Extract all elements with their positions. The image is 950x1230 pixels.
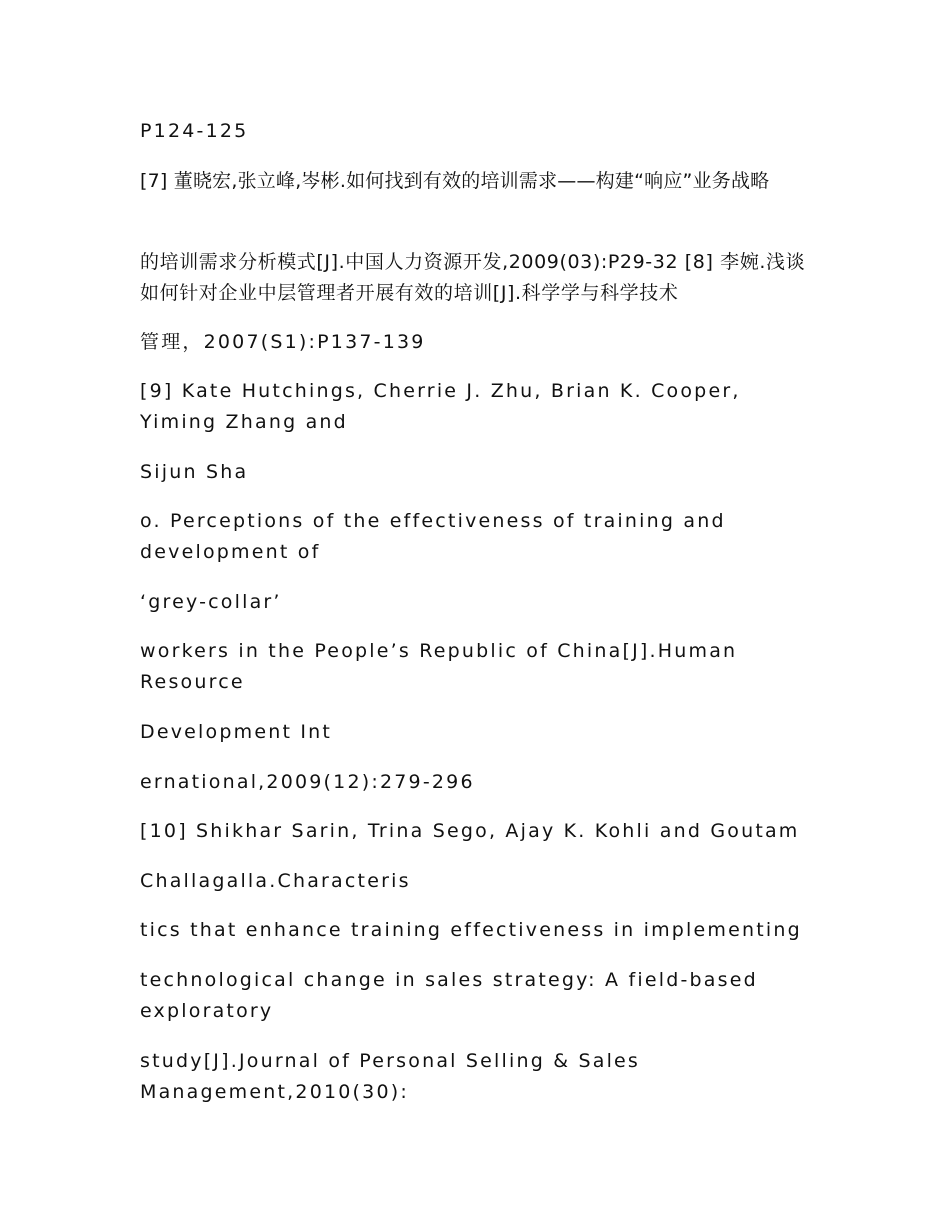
reference-9-journal-cont: ernational,2009(12):279-296 xyxy=(140,771,475,793)
reference-9-title-end: workers in the People’s Republic of China[J].Human Resource xyxy=(140,640,738,693)
reference-8-line-2: 管理，2007(S1):P137-139 xyxy=(140,331,426,353)
reference-10-authors: [10] Shikhar Sarin, Trina Sego, Ajay K. Kohli and Goutam xyxy=(140,820,800,842)
reference-9-authors: [9] Kate Hutchings, Cherrie J. Zhu, Brian K. Cooper, Yiming Zhang and xyxy=(140,380,741,433)
reference-9-title: o. Perceptions of the effectiveness of training and development of xyxy=(140,510,726,563)
reference-7-8-line: 的培训需求分析模式[J].中国人力资源开发,2009(03):P29-32 [8] 李婉.浅谈如何针对企业中层管理者开展有效的培训[J].科学学与科学技术 xyxy=(140,251,806,304)
reference-9-journal: Development Int xyxy=(140,721,333,743)
reference-10-title-cont: technological change in sales strategy: A field-based exploratory xyxy=(140,969,758,1022)
reference-10-title: tics that enhance training effectiveness in implementing xyxy=(140,919,802,941)
reference-text-line: P124-125 xyxy=(140,120,249,142)
reference-10-author-cont: Challagalla.Characteris xyxy=(140,870,411,892)
reference-7-line-1: [7] 董晓宏,张立峰,岑彬.如何找到有效的培训需求——构建“响应”业务战略 xyxy=(140,170,770,192)
reference-9-title-cont: ‘grey-collar’ xyxy=(140,591,282,613)
reference-10-journal: study[J].Journal of Personal Selling & Sales Management,2010(30): xyxy=(140,1050,641,1103)
reference-9-author-cont: Sijun Sha xyxy=(140,461,249,483)
